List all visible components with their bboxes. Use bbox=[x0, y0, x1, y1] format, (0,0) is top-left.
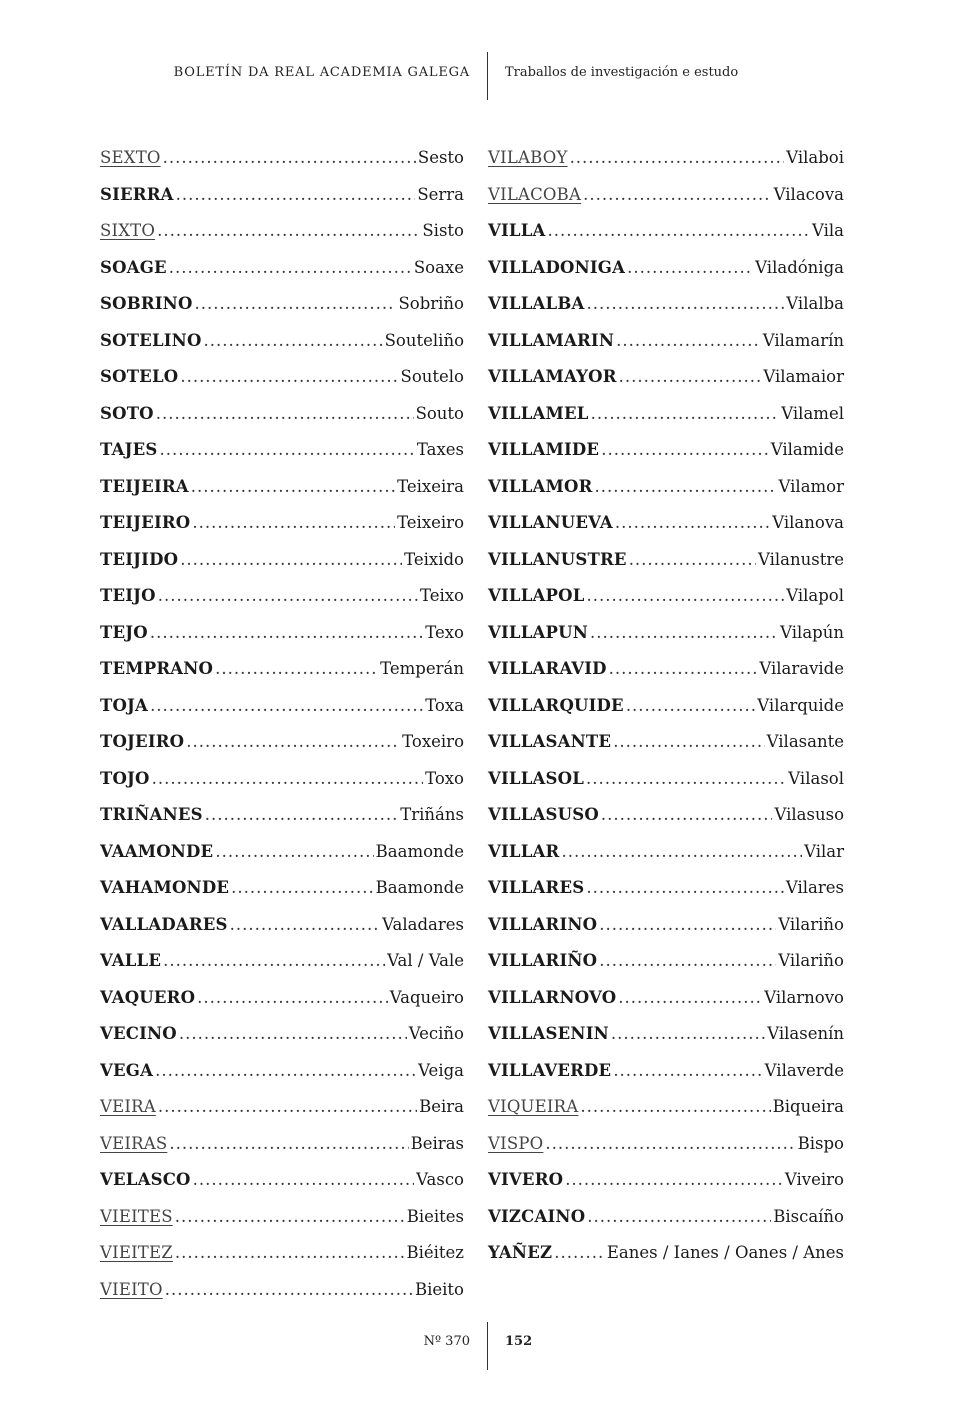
list-item bbox=[488, 980, 844, 1017]
dot-leader bbox=[150, 615, 423, 652]
galician-form: Val / Vale bbox=[387, 951, 464, 970]
dot-leader bbox=[180, 542, 402, 579]
surname-term: VILLA bbox=[488, 221, 546, 240]
list-item bbox=[488, 870, 844, 907]
list-item bbox=[488, 432, 844, 469]
surname-term: SIXTO bbox=[100, 221, 156, 240]
surname-term: VILLAR bbox=[488, 841, 560, 861]
list-item bbox=[100, 1016, 464, 1053]
galician-form: Bieites bbox=[406, 1206, 464, 1226]
list-item bbox=[100, 1053, 464, 1090]
surname-term: VILLASANTE bbox=[488, 732, 612, 751]
list-item bbox=[100, 761, 464, 798]
surname-term: VILLANUEVA bbox=[488, 513, 613, 532]
galician-form: Teixo bbox=[419, 586, 464, 605]
list-item bbox=[488, 1162, 844, 1199]
dot-leader bbox=[548, 213, 810, 250]
galician-form: Vilarquide bbox=[757, 695, 844, 715]
surname-term: VILLASOL bbox=[488, 768, 585, 788]
surname-term: VAHAMONDE bbox=[100, 878, 230, 897]
galician-form: Beira bbox=[419, 1097, 464, 1116]
galician-form: Bispo bbox=[797, 1133, 844, 1153]
surname-term: SOTELO bbox=[100, 367, 179, 386]
dot-leader bbox=[619, 359, 762, 396]
surname-term: VILACOBA bbox=[488, 184, 582, 204]
galician-form: Bieito bbox=[414, 1279, 464, 1299]
list-item bbox=[100, 724, 464, 761]
dot-leader bbox=[215, 651, 378, 688]
dot-leader bbox=[587, 578, 785, 615]
dot-leader bbox=[158, 578, 418, 615]
list-item bbox=[100, 1162, 464, 1199]
galician-form: Vila bbox=[811, 221, 844, 240]
list-item bbox=[100, 250, 464, 287]
dot-leader bbox=[609, 651, 758, 688]
galician-form: Teixeira bbox=[397, 476, 464, 496]
list-item bbox=[488, 688, 844, 725]
list-item bbox=[100, 469, 464, 506]
surname-term: VAQUERO bbox=[100, 987, 196, 1007]
list-item bbox=[100, 834, 464, 871]
surname-term: VEGA bbox=[100, 1060, 154, 1080]
galician-form: Vilariño bbox=[778, 914, 844, 934]
list-item bbox=[100, 140, 464, 177]
list-item bbox=[488, 724, 844, 761]
list-item bbox=[100, 505, 464, 542]
surname-term: VILLAMARIN bbox=[488, 330, 615, 350]
list-item bbox=[100, 1089, 464, 1126]
galician-form: Vilamide bbox=[770, 440, 844, 459]
surname-term: SOAGE bbox=[100, 257, 167, 277]
surname-term: VILLARINO bbox=[488, 914, 598, 934]
dot-leader bbox=[186, 724, 400, 761]
list-item bbox=[488, 1235, 844, 1272]
surname-term: VISPO bbox=[488, 1133, 544, 1153]
issue-number: Nº 370 bbox=[423, 1334, 470, 1349]
galician-form: Vilar bbox=[804, 841, 844, 861]
list-item bbox=[100, 615, 464, 652]
dot-leader bbox=[156, 396, 414, 433]
list-item bbox=[100, 396, 464, 433]
dot-leader bbox=[586, 870, 784, 907]
surname-term: VILLALBA bbox=[488, 294, 585, 313]
galician-form: Souteliño bbox=[384, 330, 464, 350]
dot-leader bbox=[158, 1089, 417, 1126]
galician-form: Biéitez bbox=[406, 1243, 464, 1262]
list-item bbox=[100, 943, 464, 980]
right-column bbox=[488, 140, 844, 1272]
dot-leader bbox=[601, 797, 773, 834]
list-item bbox=[100, 542, 464, 579]
galician-form: Biqueira bbox=[772, 1097, 844, 1116]
dot-leader bbox=[613, 724, 764, 761]
list-item bbox=[488, 469, 844, 506]
header-divider bbox=[487, 52, 488, 100]
dot-leader bbox=[616, 323, 761, 360]
dot-leader bbox=[615, 505, 770, 542]
dot-leader bbox=[163, 140, 416, 177]
surname-term: TRIÑANES bbox=[100, 805, 203, 824]
surname-term: VILLARES bbox=[488, 878, 585, 897]
dot-leader bbox=[590, 615, 778, 652]
galician-form: Soaxe bbox=[413, 257, 464, 277]
list-item bbox=[488, 1126, 844, 1163]
galician-form: Vilariño bbox=[778, 951, 844, 970]
dot-leader bbox=[204, 323, 383, 360]
surname-term: VEIRAS bbox=[100, 1133, 168, 1153]
galician-form: Vilamaior bbox=[763, 367, 844, 386]
list-item bbox=[488, 651, 844, 688]
galician-form: Vilanova bbox=[772, 513, 844, 532]
list-item bbox=[100, 797, 464, 834]
surname-term: VILLARIÑO bbox=[488, 951, 598, 970]
dot-leader bbox=[565, 1162, 783, 1199]
dot-leader bbox=[150, 688, 423, 725]
galician-form: Texo bbox=[425, 622, 464, 642]
dot-leader bbox=[626, 688, 755, 725]
dot-leader bbox=[599, 943, 776, 980]
surname-term: SOTO bbox=[100, 403, 154, 423]
dot-leader bbox=[157, 213, 420, 250]
surname-term: SEXTO bbox=[100, 148, 161, 167]
dot-leader bbox=[583, 177, 772, 214]
list-item bbox=[488, 761, 844, 798]
list-item bbox=[100, 907, 464, 944]
dot-leader bbox=[587, 1199, 771, 1236]
dot-leader bbox=[561, 834, 802, 871]
dot-leader bbox=[570, 140, 785, 177]
journal-title: BOLETÍN DA REAL ACADEMIA GALEGA bbox=[173, 65, 470, 80]
list-item bbox=[100, 286, 464, 323]
dot-leader bbox=[554, 1235, 605, 1272]
list-item bbox=[488, 286, 844, 323]
dot-leader bbox=[155, 1053, 416, 1090]
dot-leader bbox=[169, 1126, 408, 1163]
dot-leader bbox=[152, 761, 423, 798]
dot-leader bbox=[180, 359, 398, 396]
list-item bbox=[488, 907, 844, 944]
surname-term: TAJES bbox=[100, 440, 158, 459]
galician-form: Serra bbox=[417, 184, 464, 204]
list-item bbox=[488, 505, 844, 542]
galician-form: Vilamarín bbox=[762, 330, 844, 350]
surname-term: TEIJIDO bbox=[100, 549, 179, 569]
left-column bbox=[100, 140, 464, 1308]
list-item bbox=[100, 980, 464, 1017]
surname-term: SOBRINO bbox=[100, 294, 193, 313]
surname-term: VILLAMOR bbox=[488, 476, 593, 496]
list-item bbox=[100, 1199, 464, 1236]
surname-term: SIERRA bbox=[100, 184, 174, 204]
surname-term: TEIJEIRO bbox=[100, 513, 191, 532]
list-item bbox=[488, 140, 844, 177]
list-item bbox=[488, 250, 844, 287]
surname-term: VILLAMIDE bbox=[488, 440, 600, 459]
galician-form: Vilanustre bbox=[757, 549, 844, 569]
page-header bbox=[0, 52, 975, 100]
surname-term: TEIJO bbox=[100, 586, 156, 605]
galician-form: Souto bbox=[415, 403, 464, 423]
galician-form: Vilapol bbox=[786, 586, 844, 605]
surname-term: VILLAMEL bbox=[488, 403, 589, 423]
galician-form: Vilasol bbox=[788, 768, 844, 788]
galician-form: Temperán bbox=[380, 659, 464, 678]
dot-leader bbox=[594, 469, 776, 506]
list-item bbox=[100, 1126, 464, 1163]
dot-leader bbox=[215, 834, 373, 871]
galician-form: Beiras bbox=[410, 1133, 464, 1153]
galician-form: Vilasuso bbox=[774, 805, 844, 824]
galician-form: Vilaravide bbox=[759, 659, 844, 678]
galician-form: Baamonde bbox=[375, 841, 464, 861]
surname-term: VILLASUSO bbox=[488, 805, 599, 824]
galician-form: Sobriño bbox=[398, 294, 464, 313]
dot-leader bbox=[159, 432, 414, 469]
surname-term: VILLAPUN bbox=[488, 622, 589, 642]
surname-term: VALLE bbox=[100, 951, 162, 970]
list-item bbox=[488, 177, 844, 214]
surname-term: YAÑEZ bbox=[488, 1243, 553, 1262]
dot-leader bbox=[165, 1272, 413, 1309]
galician-form: Viladóniga bbox=[755, 257, 844, 277]
dot-leader bbox=[175, 1235, 405, 1272]
galician-form: Vaqueiro bbox=[389, 987, 464, 1007]
surname-term: VILLARAVID bbox=[488, 659, 607, 678]
dot-leader bbox=[231, 870, 374, 907]
dot-leader bbox=[627, 250, 753, 287]
surname-term: VILLARQUIDE bbox=[488, 695, 624, 715]
dot-leader bbox=[613, 1053, 762, 1090]
dot-leader bbox=[205, 797, 398, 834]
list-item bbox=[488, 396, 844, 433]
surname-term: VILLADONIGA bbox=[488, 257, 626, 277]
galician-form: Toxa bbox=[425, 695, 464, 715]
dot-leader bbox=[586, 286, 784, 323]
galician-form: Vilares bbox=[785, 878, 844, 897]
surname-term: VILLANUSTRE bbox=[488, 549, 627, 569]
surname-term: VIVERO bbox=[488, 1170, 564, 1189]
surname-term: VILABOY bbox=[488, 148, 568, 167]
surname-term: VIEITEZ bbox=[100, 1243, 173, 1262]
surname-term: TEMPRANO bbox=[100, 659, 214, 678]
list-item bbox=[488, 943, 844, 980]
galician-form: Vilasenín bbox=[767, 1024, 844, 1043]
list-item bbox=[488, 834, 844, 871]
galician-form: Vasco bbox=[416, 1170, 464, 1189]
list-item bbox=[100, 432, 464, 469]
dot-leader bbox=[176, 177, 416, 214]
galician-form: Valadares bbox=[382, 914, 464, 934]
galician-form: Vilaboi bbox=[786, 148, 844, 167]
galician-form: Vilalba bbox=[786, 294, 844, 313]
list-item bbox=[100, 177, 464, 214]
dot-leader bbox=[545, 1126, 795, 1163]
surname-term: VELASCO bbox=[100, 1170, 191, 1189]
galician-form: Sisto bbox=[422, 221, 464, 240]
dot-leader bbox=[197, 980, 388, 1017]
surname-term: TEJO bbox=[100, 622, 148, 642]
galician-form: Eanes / Ianes / Oanes / Anes bbox=[606, 1243, 844, 1262]
surname-term: SOTELINO bbox=[100, 330, 202, 350]
galician-form: Veiga bbox=[418, 1060, 464, 1080]
dot-leader bbox=[195, 286, 397, 323]
galician-form: Viveiro bbox=[784, 1170, 844, 1189]
list-item bbox=[488, 542, 844, 579]
surname-term: VILLAMAYOR bbox=[488, 367, 617, 386]
list-item bbox=[488, 213, 844, 250]
surname-term: VIQUEIRA bbox=[488, 1097, 579, 1116]
list-item bbox=[488, 1016, 844, 1053]
page-number: 152 bbox=[505, 1334, 533, 1349]
dot-leader bbox=[193, 1162, 415, 1199]
dot-leader bbox=[163, 943, 385, 980]
list-item bbox=[100, 651, 464, 688]
surname-term: VILLARNOVO bbox=[488, 987, 617, 1007]
dot-leader bbox=[601, 432, 769, 469]
dot-leader bbox=[230, 907, 380, 944]
dot-leader bbox=[175, 1199, 405, 1236]
galician-form: Triñáns bbox=[400, 805, 464, 824]
galician-form: Biscaíño bbox=[773, 1206, 844, 1226]
list-item bbox=[488, 578, 844, 615]
list-item bbox=[100, 213, 464, 250]
surname-term: TOJO bbox=[100, 768, 150, 788]
list-item bbox=[488, 615, 844, 652]
surname-term: VALLADARES bbox=[100, 914, 228, 934]
surname-term: VIEITES bbox=[100, 1206, 173, 1226]
surname-term: TEIJEIRA bbox=[100, 476, 189, 496]
dot-leader bbox=[169, 250, 412, 287]
galician-form: Teixido bbox=[404, 549, 464, 569]
galician-form: Vilaverde bbox=[764, 1060, 844, 1080]
list-item bbox=[100, 578, 464, 615]
galician-form: Vilapún bbox=[780, 622, 844, 642]
list-item bbox=[488, 323, 844, 360]
dot-leader bbox=[599, 907, 776, 944]
list-item bbox=[488, 1053, 844, 1090]
dot-leader bbox=[618, 980, 762, 1017]
surname-term: VILLAVERDE bbox=[488, 1060, 612, 1080]
section-title: Traballos de investigación e estudo bbox=[505, 65, 739, 80]
dot-leader bbox=[191, 469, 395, 506]
list-item bbox=[488, 1199, 844, 1236]
footer-divider bbox=[487, 1322, 488, 1370]
list-item bbox=[100, 688, 464, 725]
galician-form: Sesto bbox=[417, 148, 464, 167]
list-item bbox=[100, 870, 464, 907]
galician-form: Vilamor bbox=[778, 476, 844, 496]
list-item bbox=[100, 323, 464, 360]
surname-term: VIZCAINO bbox=[488, 1206, 586, 1226]
galician-form: Toxo bbox=[425, 768, 464, 788]
surname-term: VAAMONDE bbox=[100, 841, 214, 861]
dot-leader bbox=[192, 505, 395, 542]
list-item bbox=[488, 1089, 844, 1126]
galician-form: Veciño bbox=[408, 1024, 464, 1043]
dot-leader bbox=[586, 761, 786, 798]
galician-form: Toxeiro bbox=[402, 732, 464, 751]
galician-form: Vilarnovo bbox=[764, 987, 844, 1007]
dot-leader bbox=[580, 1089, 770, 1126]
list-item bbox=[100, 359, 464, 396]
galician-form: Vilamel bbox=[781, 403, 844, 423]
dot-leader bbox=[629, 542, 756, 579]
surname-term: VILLAPOL bbox=[488, 586, 585, 605]
list-item bbox=[100, 1235, 464, 1272]
dot-leader bbox=[591, 396, 780, 433]
dot-leader bbox=[179, 1016, 407, 1053]
page-footer bbox=[0, 1322, 975, 1370]
surname-term: TOJA bbox=[100, 695, 149, 715]
surname-term: VILLASENIN bbox=[488, 1024, 609, 1043]
surname-term: VIEITO bbox=[100, 1279, 163, 1299]
list-item bbox=[488, 797, 844, 834]
galician-form: Baamonde bbox=[375, 878, 464, 897]
surname-term: VECINO bbox=[100, 1024, 177, 1043]
dot-leader bbox=[611, 1016, 765, 1053]
galician-form: Teixeiro bbox=[397, 513, 464, 532]
galician-form: Soutelo bbox=[400, 367, 464, 386]
galician-form: Taxes bbox=[416, 440, 464, 459]
list-item bbox=[100, 1272, 464, 1309]
list-item bbox=[488, 359, 844, 396]
galician-form: Vilacova bbox=[773, 184, 844, 204]
galician-form: Vilasante bbox=[766, 732, 844, 751]
surname-term: VEIRA bbox=[100, 1097, 156, 1116]
surname-term: TOJEIRO bbox=[100, 732, 185, 751]
